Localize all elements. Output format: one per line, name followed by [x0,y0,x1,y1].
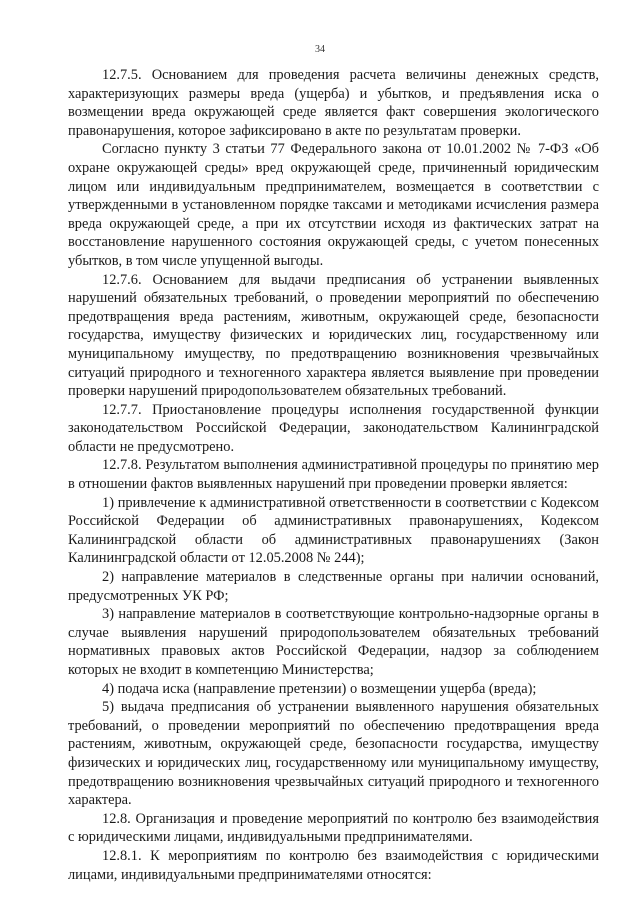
list-item-4: 4) подача иска (направление претензии) о возмещении ущерба (вреда); [102,680,537,697]
paragraph-12-7-5: 12.7.5. Основанием для проведения расчета величины денежных средств, характеризующих размеры вреда (ущерба) и убытков, и предъявления иска о возмещении вреда окружающей среде является факт совершения экологического правонарушения, которое зафиксировано в акте по результатам проверки. [68,67,599,139]
paragraph-12-7-6: 12.7.6. Основанием для выдачи предписания об устранении выявленных нарушений обязательных требований, о проведении мероприятий по обеспечению предотвращения вреда растениям, животным, окружающей среде, безопасности государства, имуществу физических и юридических лиц, государственному или муниципальному имуществу, по предотвращению возникновения чрезвычайных ситуаций природного и техногенного характера является выявление при проведении проверки нарушений природопользователем обязательных требований. [68,271,599,400]
document-body [68,66,599,884]
paragraph-12-7-8: 12.7.8. Результатом выполнения административной процедуры по принятию мер в отношении фактов выявленных нарушений при проведении проверки является: [68,457,599,493]
list-item-5: 5) выдача предписания об устранении выявленного нарушения обязательных требований, о проведении мероприятий по обеспечению предотвращения вреда растениям, животным, окружающей среде, безопасности государства, имуществу физических и юридических лиц, государственному или муниципальному имуществу, предотвращению возникновения чрезвычайных ситуаций природного и техногенного характера. [68,699,599,809]
paragraph-law-reference: Согласно пункту 3 статьи 77 Федерального закона от 10.01.2002 № 7-ФЗ «Об охране окружающей среды» вред окружающей среде, причиненный юридическим лицом или индивидуальным предпринимателем, возмещается в соответствии с утвержденными в установленном порядке таксами и методиками исчисления размера вреда окружающей среде, а при их отсутствии исходя из фактических затрат на восстановление нарушенного состояния окружающей среды, с учетом понесенных убытков, в том числе упущенной выгоды. [68,141,599,269]
list-item-3: 3) направление материалов в соответствующие контрольно-надзорные органы в случае выявления нарушений природопользователем обязательных требований нормативных правовых актов Российской Федерации, надзор за соблюдением которых не входит в компетенцию Министерства; [68,606,599,678]
page-number: 34 [315,44,325,55]
list-item-2: 2) направление материалов в следственные органы при наличии оснований, предусмотренных УК РФ; [68,569,599,604]
paragraph-12-8-1: 12.8.1. К мероприятиям по контролю без взаимодействия с юридическими лицами, индивидуальными предпринимателями относятся: [68,847,599,883]
paragraph-12-7-7: 12.7.7. Приостановление процедуры исполнения государственной функции законодательством Российской Федерации, законодательством Калининградской области не предусмотрено. [68,401,599,455]
paragraph-12-8: 12.8. Организация и проведение мероприятий по контролю без взаимодействия с юридическими лицами, индивидуальными предпринимателями. [68,810,599,846]
list-item-1: 1) привлечение к административной ответственности в соответствии с Кодексом Российской Федерации об административных правонарушениях, Кодексом Калининградской области об административных правонарушениях (Закон Калининградской области от 12.05.2008 № 244); [68,494,599,567]
